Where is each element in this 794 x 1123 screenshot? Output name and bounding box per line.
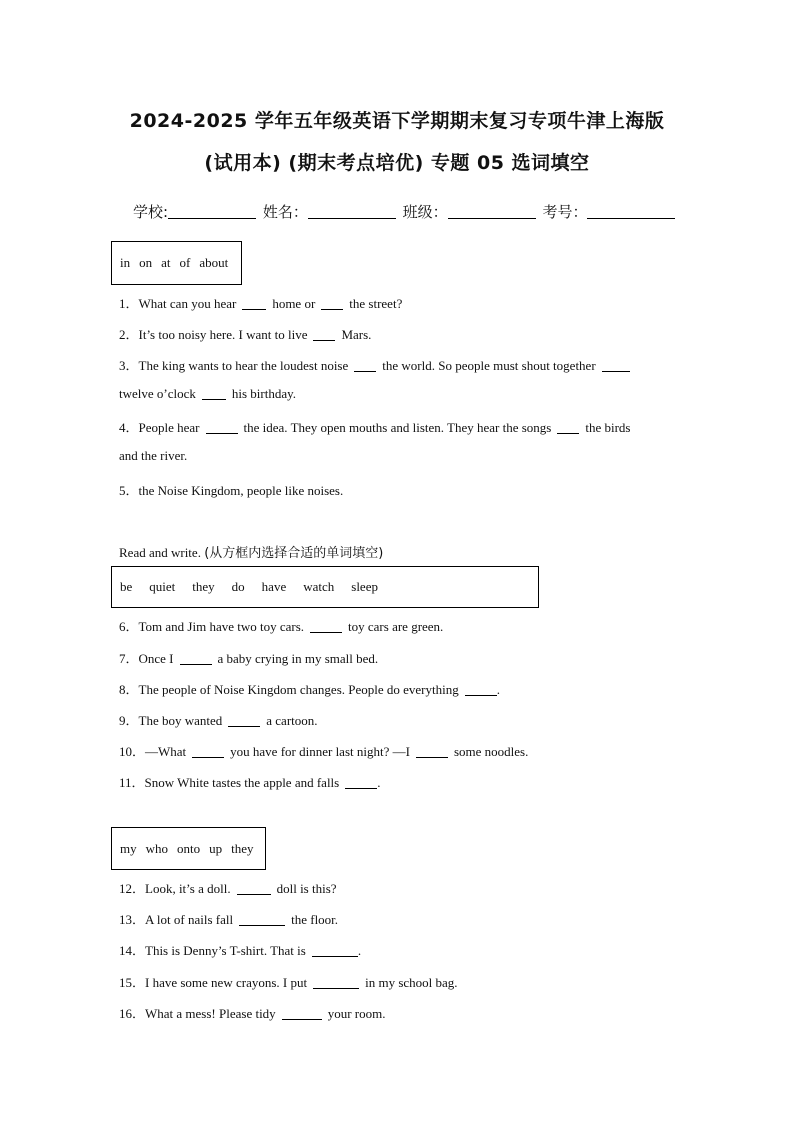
question-1: [119, 293, 402, 312]
question-8: [119, 679, 500, 698]
question-text: toy cars are green.: [348, 619, 444, 634]
question-3-cont: [119, 386, 296, 402]
question-text: the street?: [349, 296, 403, 311]
student-info-row: [133, 201, 677, 222]
question-text: 4．People hear: [119, 420, 200, 435]
school-blank[interactable]: [168, 204, 256, 219]
answer-blank[interactable]: [602, 359, 630, 372]
class-label: 班级：: [402, 203, 448, 221]
question-12: [119, 878, 337, 897]
word-box-item: my: [120, 840, 137, 856]
question-text: the Noise Kingdom, people like noises.: [138, 483, 344, 498]
answer-blank[interactable]: [239, 913, 285, 926]
answer-blank[interactable]: [282, 1007, 322, 1020]
question-4: [119, 417, 631, 436]
question-text: the idea. They open mouths and listen. They hear the songs: [243, 420, 552, 435]
question-text: 1．What can you hear: [119, 296, 237, 311]
word-box-3: [111, 827, 266, 870]
question-text: 14．This is Denny’s T-shirt. That is: [119, 943, 306, 958]
question-9: [119, 710, 318, 729]
answer-blank[interactable]: [321, 297, 343, 310]
question-13: [119, 909, 338, 928]
word-box-item: up: [209, 840, 223, 856]
answer-blank[interactable]: [557, 421, 579, 434]
question-text: a baby crying in my small bed.: [217, 651, 379, 666]
question-6: [119, 616, 443, 635]
question-3: [119, 355, 636, 374]
question-text: Mars.: [341, 327, 372, 342]
question-11: [119, 772, 380, 791]
question-text: twelve o’clock: [119, 386, 196, 401]
word-box-item: onto: [177, 840, 201, 856]
answer-blank[interactable]: [354, 359, 376, 372]
answer-blank[interactable]: [228, 714, 260, 727]
word-box-item: of: [179, 255, 191, 270]
question-text: 7．Once I: [119, 651, 174, 666]
question-text: your room.: [327, 1006, 386, 1021]
question-text: 6．Tom and Jim have two toy cars.: [119, 619, 305, 634]
answer-blank[interactable]: [312, 944, 358, 957]
question-text: home or: [272, 296, 316, 311]
name-blank[interactable]: [308, 204, 396, 219]
word-box-item: who: [145, 840, 169, 856]
question-text: the floor.: [291, 912, 339, 927]
word-box-item: watch: [303, 579, 335, 594]
word-box-item: in: [120, 255, 131, 270]
answer-blank[interactable]: [465, 683, 497, 696]
question-text: 8．The people of Noise Kingdom changes. People do everything: [119, 682, 459, 697]
question-14: [119, 940, 361, 959]
word-box-item: have: [261, 579, 287, 594]
word-box-item: they: [231, 840, 254, 856]
question-text: his birthday.: [231, 386, 297, 401]
instruction-cn: (从方框内选择合适的单词填空): [204, 546, 384, 561]
question-text: .: [496, 682, 500, 697]
question-text: 9．The boy wanted: [119, 713, 223, 728]
answer-blank[interactable]: [242, 297, 266, 310]
question-text: a cartoon.: [266, 713, 318, 728]
question-text: 15．I have some new crayons. I put: [119, 975, 308, 990]
word-box-item: about: [199, 255, 229, 270]
word-box-item: be: [120, 579, 133, 594]
instruction-en: Read and write.: [119, 545, 205, 560]
question-text: and the river.: [119, 448, 188, 463]
question-text: 11．Snow White tastes the apple and falls: [119, 775, 340, 790]
class-blank[interactable]: [448, 204, 536, 219]
answer-blank[interactable]: [202, 387, 226, 400]
answer-blank[interactable]: [206, 421, 238, 434]
question-text: the birds: [585, 420, 631, 435]
word-box-2: [111, 566, 539, 608]
answer-blank[interactable]: [192, 745, 224, 758]
word-box-item: quiet: [149, 579, 176, 594]
word-box-1: [111, 241, 242, 285]
answer-blank[interactable]: [416, 745, 448, 758]
word-box-item: do: [231, 579, 245, 594]
question-4-cont: [119, 448, 187, 464]
question-text: 16．What a mess! Please tidy: [119, 1006, 276, 1021]
answer-blank[interactable]: [345, 776, 377, 789]
question-5: [119, 480, 343, 499]
doc-title-line2: (试用本) (期末考点培优) 专题 05 选词填空: [204, 152, 590, 174]
question-text: the world. So people must shout together: [382, 358, 596, 373]
section-instruction: [119, 542, 383, 561]
question-text: 2．It’s too noisy here. I want to live: [119, 327, 308, 342]
word-box-item: on: [139, 255, 153, 270]
question-text: 12．Look, it’s a doll.: [119, 881, 231, 896]
answer-blank[interactable]: [237, 882, 271, 895]
question-text: you have for dinner last night? —I: [230, 744, 410, 759]
question-text: in my school bag.: [365, 975, 458, 990]
word-box-item: they: [192, 579, 215, 594]
school-label: 学校:: [133, 203, 169, 221]
question-text: .: [377, 775, 381, 790]
doc-title-line1: 2024-2025 学年五年级英语下学期期末复习专项牛津上海版: [129, 110, 665, 132]
answer-blank[interactable]: [310, 620, 342, 633]
question-text: 5．: [119, 483, 139, 498]
question-16: [119, 1003, 385, 1022]
question-10: [119, 741, 528, 760]
name-label: 姓名：: [262, 203, 308, 221]
question-7: [119, 648, 378, 667]
question-text: some noodles.: [453, 744, 529, 759]
word-box-item: sleep: [351, 579, 378, 594]
question-text: .: [357, 943, 362, 958]
answer-blank[interactable]: [313, 328, 335, 341]
answer-blank[interactable]: [313, 976, 359, 989]
word-box-item: at: [161, 255, 171, 270]
answer-blank[interactable]: [180, 652, 212, 665]
question-text: 13．A lot of nails fall: [119, 912, 234, 927]
question-2: [119, 324, 371, 343]
question-text: 10．—What: [119, 744, 187, 759]
question-text: 3．The king wants to hear the loudest noise: [119, 358, 349, 373]
number-blank[interactable]: [587, 204, 675, 219]
question-text: doll is this?: [276, 881, 337, 896]
number-label: 考号：: [542, 203, 588, 221]
question-15: [119, 972, 458, 991]
